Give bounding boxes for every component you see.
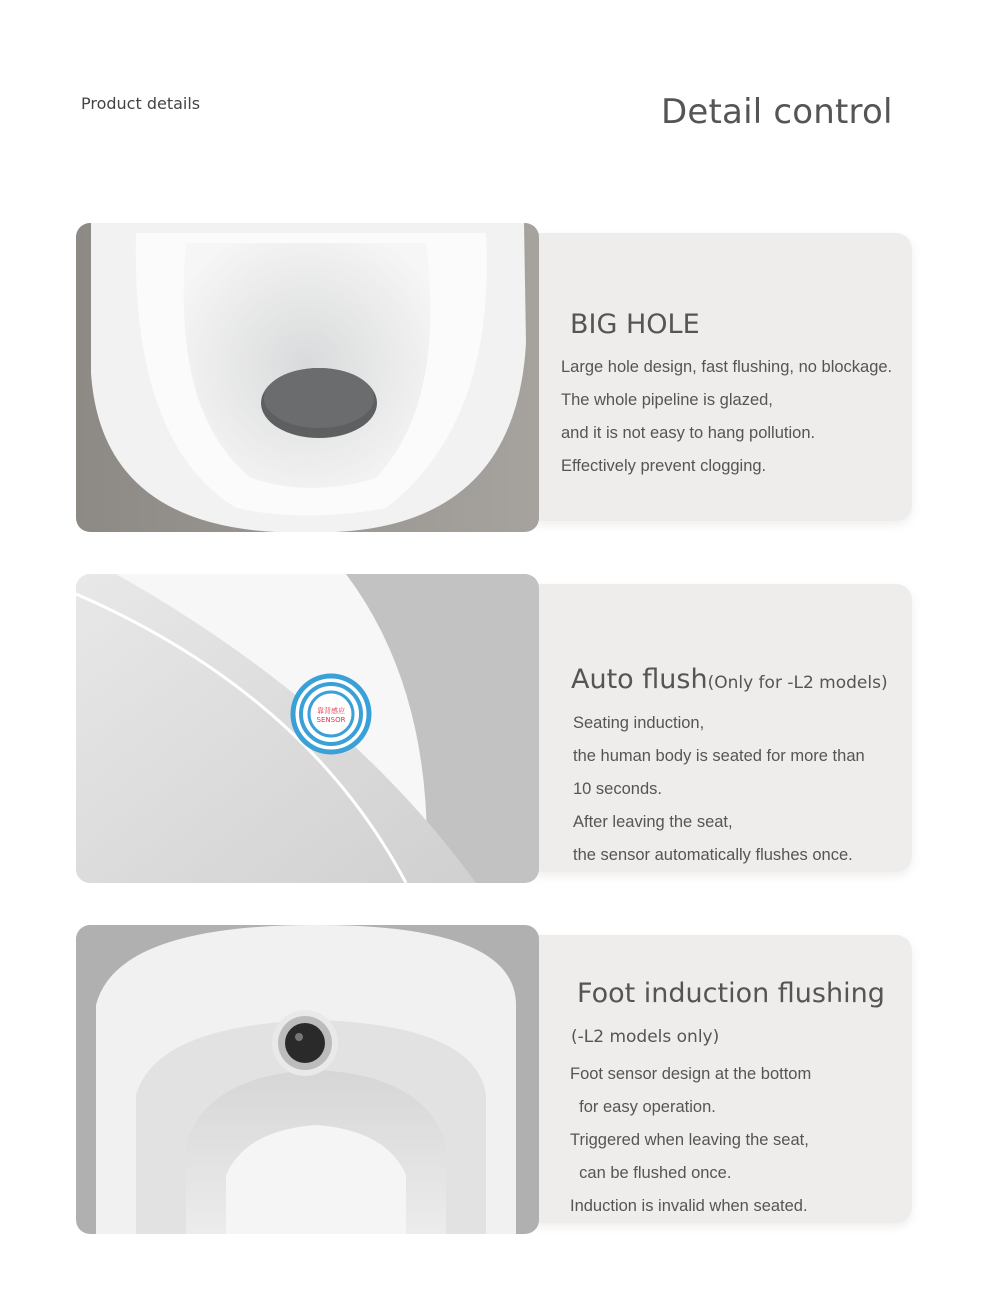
feature-line: the human body is seated for more than (573, 747, 865, 765)
feature-lines-foot-induction (570, 1058, 811, 1223)
feature-subtitle-foot-induction: (-L2 models only) (571, 1027, 720, 1047)
feature-line: can be flushed once. (570, 1164, 732, 1182)
feature-title-auto-flush (571, 664, 888, 695)
feature-lines-big-hole (561, 351, 892, 483)
sensor-icon (291, 674, 371, 754)
feature-lines-auto-flush (573, 707, 865, 872)
page-title: Detail control (661, 92, 893, 132)
feature-line: Effectively prevent clogging. (561, 457, 767, 475)
section-label: Product details (81, 94, 201, 113)
sensor-badge-en: SENSOR (316, 716, 346, 724)
feature-title-foot-induction: Foot induction flushing (577, 978, 885, 1009)
sensor-badge-cn: 靠背感应 (317, 707, 345, 715)
feature-line: the sensor automatically flushes once. (573, 846, 853, 864)
feature-line: Seating induction, (573, 714, 705, 732)
feature-line: Foot sensor design at the bottom (570, 1065, 812, 1083)
feature-line: and it is not easy to hang pollution. (561, 424, 816, 442)
feature-line: Induction is invalid when seated. (570, 1197, 808, 1215)
feature-line: After leaving the seat, (573, 813, 733, 831)
photo-auto-flush (76, 574, 539, 883)
foot-sensor-icon (272, 1010, 338, 1076)
feature-title-big-hole: BIG HOLE (570, 309, 700, 340)
photo-big-hole (76, 223, 539, 532)
feature-line: for easy operation. (570, 1098, 716, 1116)
feature-title-note: (Only for -L2 models) (707, 673, 888, 693)
feature-line: Triggered when leaving the seat, (570, 1131, 809, 1149)
photo-foot-induction (76, 925, 539, 1234)
feature-line: The whole pipeline is glazed, (561, 391, 773, 409)
feature-title-main: Auto flush (571, 664, 708, 695)
feature-line: 10 seconds. (573, 780, 662, 798)
feature-line: Large hole design, fast flushing, no blockage. (561, 358, 893, 376)
